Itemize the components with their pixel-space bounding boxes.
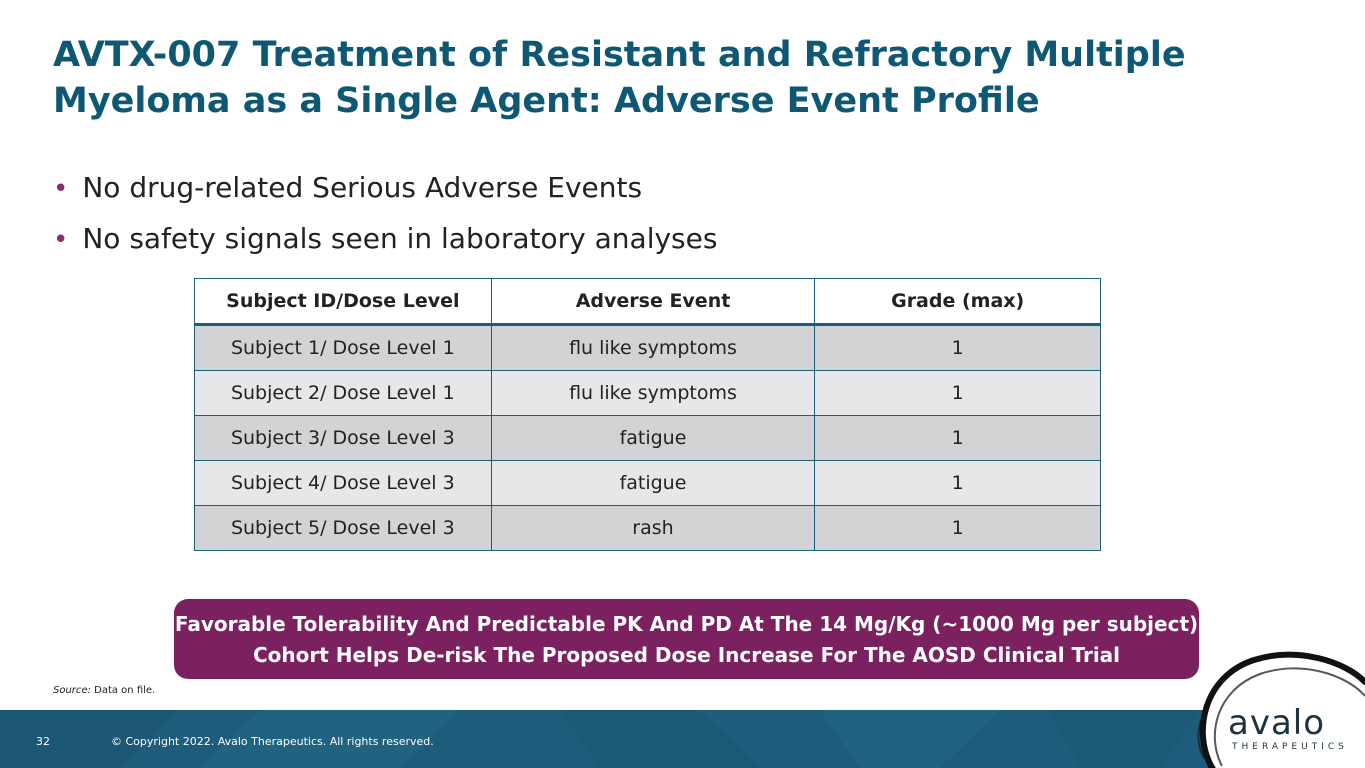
source-note: [53, 685, 155, 696]
slide-title: [53, 32, 1253, 124]
logo-wordmark: avalo: [1228, 703, 1326, 743]
page-number: 32: [36, 735, 50, 748]
adverse-event-table: [194, 278, 1101, 551]
table-row: [195, 325, 1101, 371]
table-row: [195, 506, 1101, 551]
cell-subject: Subject 2/ Dose Level 1: [195, 371, 492, 416]
table-row: [195, 416, 1101, 461]
callout-line-2: Cohort Helps De-risk The Proposed Dose Increase For The AOSD Clinical Trial: [252, 643, 1121, 667]
slide-title-line-2: Myeloma as a Single Agent: Adverse Event Profile: [53, 81, 1040, 121]
source-text: Data on file.: [94, 685, 156, 696]
callout-line-1: Favorable Tolerability And Predictable PK And PD At The 14 Mg/Kg (~1000 Mg per subject): [174, 612, 1199, 636]
cell-subject: Subject 3/ Dose Level 3: [195, 416, 492, 461]
cell-grade: 1: [815, 461, 1101, 506]
bullet-text: No drug-related Serious Adverse Events: [82, 171, 643, 204]
table-header-row: [195, 279, 1101, 325]
cell-subject: Subject 1/ Dose Level 1: [195, 325, 492, 371]
column-header-grade: Grade (max): [815, 279, 1101, 325]
bullet-item: [53, 163, 717, 214]
cell-adverse-event: flu like symptoms: [491, 325, 815, 371]
bullet-icon: •: [53, 174, 69, 204]
cell-adverse-event: fatigue: [491, 461, 815, 506]
footer-bar: [0, 710, 1365, 768]
table-row: [195, 371, 1101, 416]
column-header-adverse-event: Adverse Event: [491, 279, 815, 325]
cell-grade: 1: [815, 371, 1101, 416]
bullet-icon: •: [53, 225, 69, 255]
source-label: Source:: [53, 685, 91, 696]
cell-grade: 1: [815, 325, 1101, 371]
cell-subject: Subject 5/ Dose Level 3: [195, 506, 492, 551]
key-takeaway-callout: [174, 599, 1199, 679]
slide-title-line-1: AVTX-007 Treatment of Resistant and Refractory Multiple: [53, 35, 1186, 75]
logo-tagline: THERAPEUTICS: [1232, 742, 1348, 752]
column-header-subject: Subject ID/Dose Level: [195, 279, 492, 325]
cell-subject: Subject 4/ Dose Level 3: [195, 461, 492, 506]
table-row: [195, 461, 1101, 506]
cell-adverse-event: fatigue: [491, 416, 815, 461]
cell-adverse-event: flu like symptoms: [491, 371, 815, 416]
cell-grade: 1: [815, 416, 1101, 461]
bullet-item: [53, 214, 717, 265]
cell-grade: 1: [815, 506, 1101, 551]
copyright-text: © Copyright 2022. Avalo Therapeutics. All rights reserved.: [111, 735, 434, 748]
bullet-list: [53, 163, 717, 265]
cell-adverse-event: rash: [491, 506, 815, 551]
bullet-text: No safety signals seen in laboratory analyses: [82, 222, 718, 255]
